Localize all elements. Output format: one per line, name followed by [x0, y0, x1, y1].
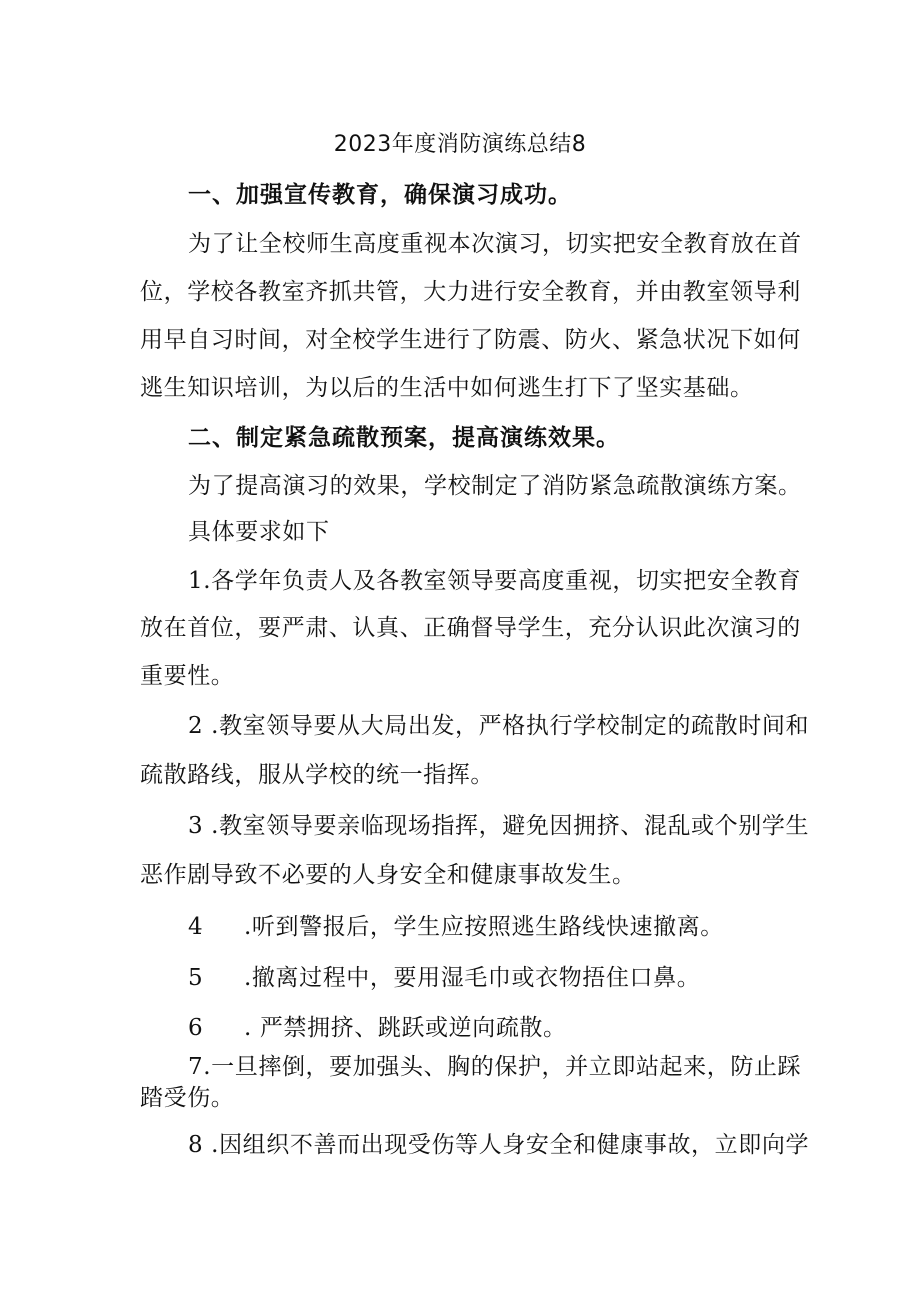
paragraph-line: 重要性。	[140, 663, 235, 689]
paragraph-line: 用早自习时间，对全校学生进行了防震、防火、紧急状况下如何	[140, 327, 801, 353]
list-item-6	[188, 1013, 800, 1043]
section-heading-1: 一、加强宣传教育，确保演习成功。	[188, 182, 572, 208]
list-item-7	[188, 1052, 800, 1082]
list-item-2	[188, 711, 810, 741]
item-number: 4	[188, 914, 204, 940]
list-item-4	[188, 912, 800, 942]
paragraph-line: 恶作剧导致不必要的人身安全和健康事故发生。	[140, 862, 636, 888]
list-item-8	[188, 1130, 810, 1160]
list-item-5	[188, 963, 800, 993]
paragraph-line: 疏散路线，服从学校的统一指挥。	[140, 762, 494, 788]
item-number: 6	[188, 1015, 204, 1041]
item-text: .听到警报后，学生应按照逃生路线快速撤离。	[244, 914, 724, 940]
item-text: . 严禁拥挤、跳跃或逆向疏散。	[244, 1015, 567, 1041]
paragraph-line: 放在首位，要严肃、认真、正确督导学生，充分认识此次演习的	[140, 615, 801, 641]
requirements-label: 具体要求如下	[188, 519, 330, 545]
item-number: 2 .	[188, 713, 220, 739]
item-text: 一旦摔倒，要加强头、胸的保护，并立即站起来，防止踩	[211, 1054, 802, 1080]
item-number: 1.	[188, 568, 212, 594]
item-text: .撤离过程中，要用湿毛巾或衣物捂住口鼻。	[244, 965, 701, 991]
item-number: 7.	[188, 1054, 212, 1080]
paragraph-line: 为了让全校师生高度重视本次演习，切实把安全教育放在首	[188, 231, 802, 257]
page-title: 2023年度消防演练总结8	[333, 132, 587, 157]
item-number: 5	[188, 965, 204, 991]
list-item-3	[188, 811, 810, 841]
item-number: 8 .	[188, 1132, 220, 1158]
paragraph-line: 位，学校各教室齐抓共管，大力进行安全教育，并由教室领导利	[140, 279, 801, 305]
item-text: 各学年负责人及各教室领导要高度重视，切实把安全教育	[211, 568, 802, 594]
item-number: 3 .	[188, 813, 220, 839]
item-text: 教室领导要亲临现场指挥，避免因拥挤、混乱或个别学生	[219, 813, 810, 839]
list-item-1	[188, 566, 800, 596]
item-text: 教室领导要从大局出发，严格执行学校制定的疏散时间和	[219, 713, 810, 739]
section-heading-2: 二、制定紧急疏散预案，提高演练效果。	[188, 425, 620, 451]
paragraph-line: 踏受伤。	[140, 1085, 235, 1111]
item-text: 因组织不善而出现受伤等人身安全和健康事故，立即向学	[219, 1132, 810, 1158]
paragraph-line: 为了提高演习的效果，学校制定了消防紧急疏散演练方案。	[188, 473, 802, 499]
paragraph-line: 逃生知识培训，为以后的生活中如何逃生打下了坚实基础。	[140, 375, 754, 401]
